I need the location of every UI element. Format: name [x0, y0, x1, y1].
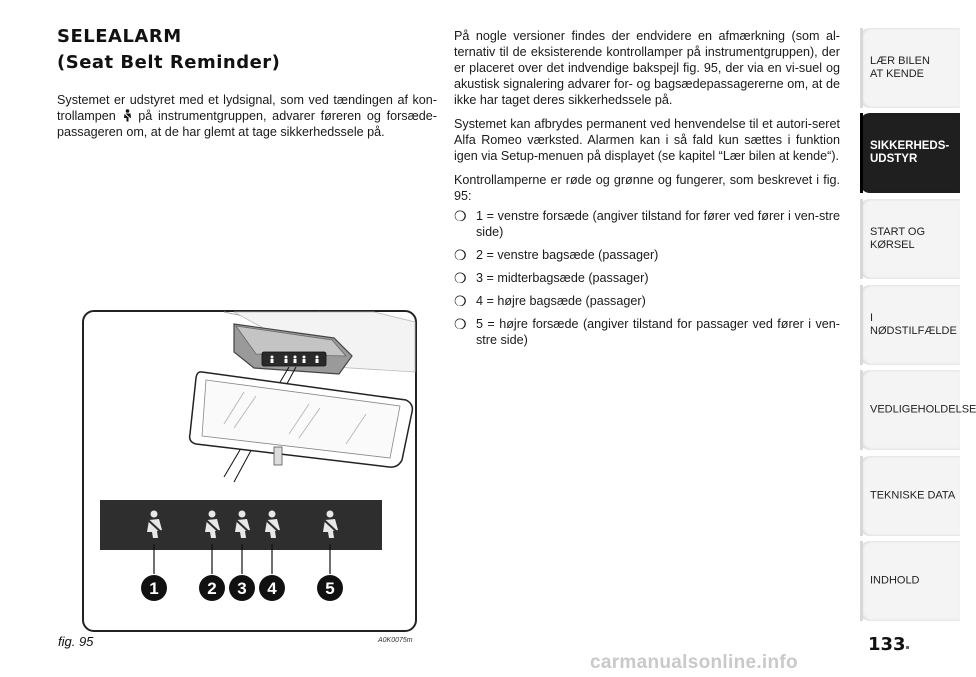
tab-label: SIKKERHEDS- UDSTYR: [870, 140, 950, 165]
tab-label: INDHOLD: [870, 574, 920, 587]
list-item: [454, 293, 840, 309]
paragraph-versions: På nogle versioner findes der endvidere en afmærkning (som al-ternativ til de eksisterende kontrollamper på instrumentgruppen), der er placeret over det indvendige bakspejl fig. 95, der via en vi-suel og akustisk signalering advarer for- og bagsædepassagererne om, at de ikke har taget deres sikkerhedssele på.: [454, 29, 840, 107]
tab-i-nodstilfaelde[interactable]: [860, 285, 960, 365]
list-item-text: 3 = midterbagsæde (passager): [476, 271, 649, 285]
list-item-text: 4 = højre bagsæde (passager): [476, 294, 646, 308]
callout-label-2: 2: [207, 579, 217, 598]
figure-code: A0K0075m: [378, 637, 413, 644]
callout-label-5: 5: [325, 579, 335, 598]
tab-label: I NØDSTILFÆLDE: [870, 312, 957, 337]
callout-3: [229, 575, 255, 601]
intro-text-before-icon: Systemet er udstyret med et lydsignal, som ved tændingen af kon-trollampen: [57, 93, 437, 123]
callout-4: [259, 575, 285, 601]
list-item-text: 5 = højre forsæde (angiver tilstand for passager ved fører i ven-stre side): [476, 317, 840, 347]
list-item: [454, 270, 840, 286]
callout-2: [199, 575, 225, 601]
paragraph-lamps: Kontrollamperne er røde og grønne og fungerer, som beskrevet i fig. 95:: [454, 173, 840, 203]
tab-sikkerhedsudstyr[interactable]: [860, 113, 960, 193]
intro-paragraph: [57, 92, 437, 140]
callout-label-4: 4: [267, 579, 277, 598]
tab-indhold[interactable]: [860, 541, 960, 621]
tab-label: START OG KØRSEL: [870, 226, 926, 251]
tab-label: LÆR BILEN AT KENDE: [870, 55, 930, 80]
tab-start-og-korsel[interactable]: [860, 199, 960, 279]
callout-label-3: 3: [237, 579, 247, 598]
figure-95-illustration: [82, 310, 417, 632]
seat-list: [454, 208, 840, 348]
section-heading: [57, 24, 437, 76]
callout-label-1: 1: [149, 579, 159, 598]
paragraph-deactivation: Systemet kan afbrydes permanent ved henvendelse til et autori-seret Alfa Romeo værksted. Alarmen kan i så fald kun sættes i funktion igen via Setup-menuen på displayet (se kapitel “Lær bilen at kende“).: [454, 117, 840, 163]
bullet-icon: ❍: [454, 208, 467, 224]
seat-belt-icon: [122, 109, 133, 122]
tab-tekniske-data[interactable]: [860, 456, 960, 536]
list-item: [454, 247, 840, 263]
page-number: 133: [868, 634, 906, 655]
tab-laer-bilen-at-kende[interactable]: [860, 28, 960, 108]
intro-text-after-icon: på instrumentgruppen, advarer føreren og forsæde-passageren om, at de har glemt at tage sikkerhedssele på.: [57, 109, 438, 139]
tab-label: TEKNISKE DATA: [870, 489, 956, 502]
list-item: [454, 208, 840, 240]
bullet-icon: ❍: [454, 293, 467, 309]
heading-line-1: SELEALARM: [57, 26, 182, 47]
figure-caption: fig. 95: [58, 634, 94, 649]
page-number-dot: [906, 646, 909, 649]
bullet-icon: ❍: [454, 270, 467, 286]
right-column: [454, 28, 840, 355]
list-item-text: 2 = venstre bagsæde (passager): [476, 248, 659, 262]
bullet-icon: ❍: [454, 247, 467, 263]
tab-label: VEDLIGEHOLDELSE: [870, 403, 976, 416]
callout-5: [317, 575, 343, 601]
callout-1: [141, 575, 167, 601]
rearview-mirror-drawing: [84, 312, 415, 630]
heading-line-2: (Seat Belt Reminder): [57, 52, 281, 73]
bullet-icon: ❍: [454, 316, 467, 332]
list-item: [454, 316, 840, 348]
list-item-text: 1 = venstre forsæde (angiver tilstand for fører ved fører i ven-stre side): [476, 209, 840, 239]
watermark: carmanualsonline.info: [590, 652, 798, 673]
tab-vedligeholdelse[interactable]: [860, 370, 976, 450]
